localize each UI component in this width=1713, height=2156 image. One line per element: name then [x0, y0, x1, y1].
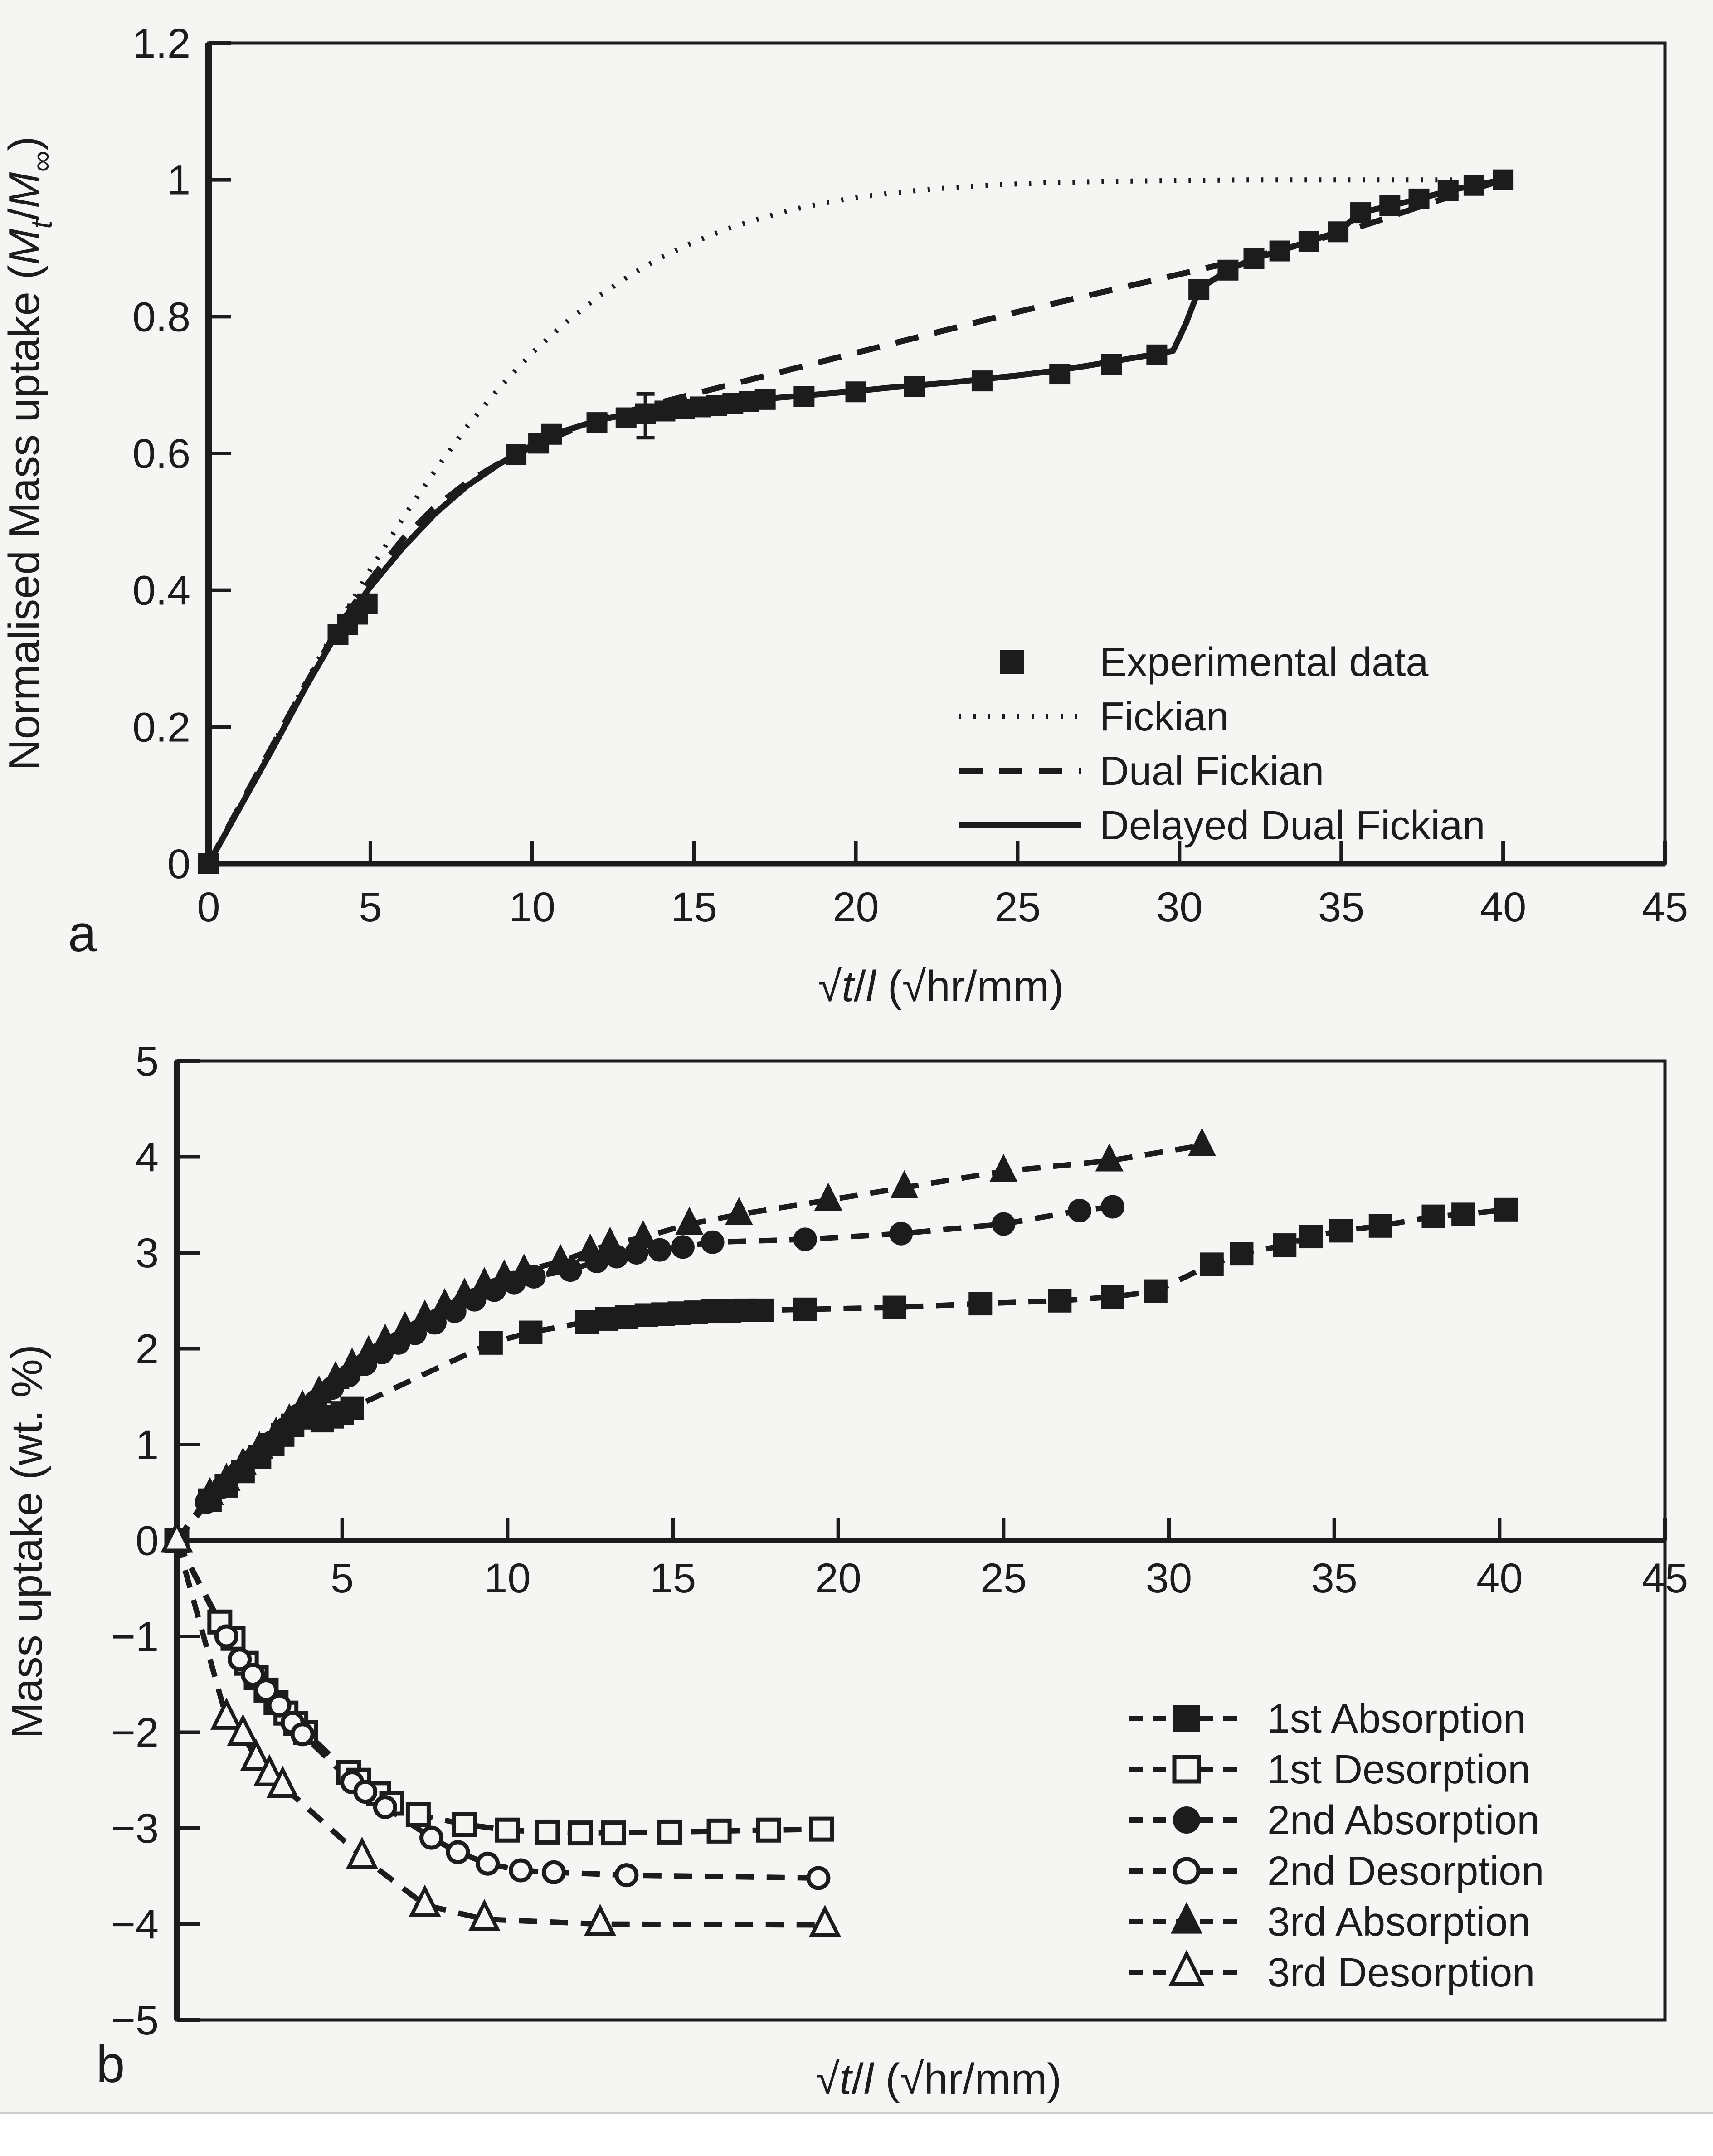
- marker-square-filled: [654, 400, 675, 421]
- marker-circle-open: [422, 1828, 442, 1848]
- marker-square-open: [537, 1821, 558, 1842]
- legend-label-a-3: Delayed Dual Fickian: [1100, 803, 1485, 848]
- x-tick-label-a: 30: [1156, 884, 1203, 930]
- x-tick-label-b: 35: [1311, 1555, 1358, 1601]
- marker-square-open: [603, 1823, 624, 1844]
- marker-square-filled: [1101, 354, 1122, 375]
- y-axis-label-b: [3, 1344, 51, 1739]
- marker-circle-filled: [889, 1222, 913, 1246]
- marker-square-open: [759, 1820, 779, 1840]
- x-tick-label-b: 10: [484, 1555, 531, 1601]
- legend-marker-b-2: [1173, 1806, 1200, 1834]
- marker-square-filled: [1049, 364, 1070, 384]
- x-tick-label-b: 30: [1145, 1555, 1192, 1601]
- legend-marker-a-0: [1000, 650, 1024, 674]
- legend-label-b-1: 1st Desorption: [1267, 1747, 1531, 1792]
- y-tick-label-b: 2: [135, 1326, 159, 1372]
- axis-label-segment: ∞: [24, 151, 58, 172]
- marker-circle-open: [544, 1862, 564, 1882]
- axis-label-segment: /: [852, 2055, 864, 2103]
- marker-square-filled: [1350, 202, 1371, 223]
- marker-square-open: [408, 1804, 428, 1825]
- y-tick-label-a: 0.4: [132, 567, 190, 614]
- y-tick-label-b: 3: [135, 1230, 159, 1276]
- x-axis-label-a: [818, 962, 1064, 1011]
- marker-square-open: [659, 1821, 680, 1842]
- marker-square-filled: [519, 1321, 542, 1344]
- x-tick-label-a: 40: [1479, 884, 1527, 930]
- y-tick-label-a: 0: [167, 841, 190, 887]
- legend-marker-b-1: [1174, 1757, 1199, 1781]
- axis-label-segment: M: [0, 229, 49, 265]
- panel-label-a: a: [68, 905, 97, 963]
- legend-label-a-2: Dual Fickian: [1100, 749, 1324, 794]
- marker-square-open: [497, 1820, 518, 1840]
- marker-square-filled: [1200, 1252, 1224, 1276]
- page-bottom-strip: [0, 2114, 1713, 2156]
- x-tick-label-a: 10: [509, 884, 555, 930]
- x-tick-label-a: 45: [1641, 884, 1689, 930]
- axis-label-segment: t: [842, 962, 854, 1011]
- x-axis-label-b: [816, 2055, 1062, 2103]
- marker-square-filled: [1421, 1205, 1445, 1228]
- axis-label-segment: l: [863, 2055, 874, 2103]
- marker-square-filled: [750, 1299, 774, 1322]
- legend-label-b-4: 3rd Absorption: [1267, 1899, 1531, 1945]
- marker-square-open: [1174, 1757, 1199, 1781]
- axis-label-segment: (√hr/mm): [873, 2055, 1062, 2103]
- axis-label-segment: l: [866, 962, 876, 1011]
- marker-square-filled: [1493, 170, 1513, 190]
- marker-circle-filled: [793, 1227, 817, 1251]
- x-tick-label-a: 25: [994, 884, 1041, 930]
- marker-square-filled: [357, 594, 378, 614]
- marker-square-filled: [587, 412, 608, 433]
- y-tick-label-b: −3: [111, 1806, 159, 1852]
- x-tick-label-a: 35: [1318, 884, 1365, 930]
- marker-square-filled: [1173, 1705, 1200, 1732]
- y-tick-label-a: 1: [167, 157, 190, 204]
- legend-label-a-0: Experimental data: [1100, 640, 1429, 685]
- marker-square-filled: [616, 408, 637, 428]
- marker-square-filled: [1464, 175, 1484, 196]
- marker-square-filled: [1188, 279, 1209, 300]
- marker-square-filled: [972, 370, 993, 391]
- panel-label-b: b: [96, 2036, 125, 2093]
- legend-marker-b-3: [1175, 1859, 1198, 1883]
- marker-circle-open: [292, 1724, 312, 1744]
- y-tick-label-b: −4: [111, 1901, 159, 1948]
- legend-label-a-1: Fickian: [1100, 694, 1229, 740]
- marker-circle-open: [478, 1854, 498, 1874]
- y-tick-label-b: 4: [135, 1134, 159, 1181]
- x-tick-label-b: 25: [980, 1555, 1027, 1601]
- marker-square-filled: [479, 1331, 503, 1355]
- marker-circle-filled: [671, 1235, 695, 1259]
- marker-square-filled: [1000, 650, 1024, 674]
- axis-label-segment: Normalised Mass uptake (: [0, 265, 49, 771]
- marker-square-filled: [883, 1296, 906, 1319]
- marker-square-filled: [1101, 1285, 1124, 1309]
- axis-label-segment: t: [839, 2055, 852, 2103]
- marker-square-filled: [1146, 345, 1167, 365]
- marker-circle-filled: [1173, 1806, 1200, 1834]
- y-tick-label-b: 5: [135, 1038, 159, 1085]
- y-tick-label-b: −5: [111, 1997, 159, 2044]
- legend-label-b-2: 2nd Absorption: [1267, 1798, 1540, 1843]
- marker-square-filled: [968, 1292, 992, 1315]
- marker-circle-open: [269, 1695, 289, 1715]
- marker-square-filled: [1379, 195, 1400, 216]
- x-tick-label-a: 0: [197, 884, 220, 930]
- axis-label-segment: M: [0, 172, 49, 209]
- marker-circle-open: [216, 1626, 236, 1646]
- marker-square-filled: [341, 1397, 364, 1420]
- marker-circle-open: [355, 1782, 375, 1802]
- marker-square-open: [709, 1820, 730, 1841]
- marker-circle-open: [511, 1860, 531, 1880]
- marker-square-filled: [846, 381, 866, 402]
- axis-label-segment: ): [0, 136, 49, 151]
- axis-label-segment: (√hr/mm): [876, 962, 1064, 1011]
- marker-square-filled: [1244, 248, 1265, 269]
- marker-circle-open: [375, 1797, 395, 1817]
- marker-square-filled: [198, 853, 219, 874]
- axis-label-segment: /: [0, 208, 49, 221]
- marker-square-filled: [1230, 1242, 1253, 1265]
- marker-square-filled: [1299, 1225, 1323, 1248]
- marker-circle-filled: [1068, 1199, 1091, 1222]
- legend-label-b-3: 2nd Desorption: [1267, 1849, 1544, 1894]
- x-tick-label-b: 45: [1641, 1555, 1689, 1601]
- axis-label-segment: Mass uptake (wt. %): [3, 1344, 51, 1739]
- x-tick-label-b: 40: [1476, 1555, 1523, 1601]
- marker-square-filled: [1409, 189, 1430, 209]
- x-tick-label-b: 20: [815, 1555, 861, 1601]
- x-tick-label-a: 5: [359, 884, 382, 930]
- y-tick-label-a: 0.8: [132, 294, 190, 341]
- legend-marker-b-0: [1173, 1705, 1200, 1732]
- x-tick-label-a: 15: [671, 884, 717, 930]
- marker-square-filled: [1369, 1214, 1392, 1238]
- marker-circle-open: [448, 1842, 468, 1862]
- marker-square-filled: [1048, 1289, 1071, 1313]
- y-tick-label-b: 1: [135, 1422, 159, 1468]
- marker-square-filled: [1329, 1219, 1353, 1242]
- marker-square-filled: [1438, 180, 1459, 201]
- marker-square-filled: [904, 376, 925, 397]
- y-tick-label-a: 0.6: [132, 431, 190, 477]
- x-tick-label-a: 20: [832, 884, 879, 930]
- marker-square-filled: [635, 404, 656, 424]
- marker-square-open: [454, 1814, 475, 1835]
- marker-circle-open: [617, 1865, 637, 1885]
- marker-square-filled: [755, 389, 776, 410]
- x-tick-label-b: 15: [649, 1555, 696, 1601]
- marker-square-filled: [1270, 241, 1290, 262]
- marker-circle-open: [1175, 1859, 1198, 1883]
- legend-label-b-0: 1st Absorption: [1267, 1696, 1526, 1742]
- marker-square-open: [811, 1819, 832, 1840]
- axis-label-segment: √: [815, 2055, 840, 2103]
- marker-square-filled: [793, 1298, 817, 1321]
- axis-label-segment: /: [854, 962, 866, 1011]
- marker-square-open: [570, 1823, 591, 1844]
- legend-label-b-5: 3rd Desorption: [1267, 1950, 1535, 1995]
- marker-square-filled: [793, 386, 814, 407]
- marker-square-filled: [541, 424, 562, 445]
- marker-circle-filled: [1101, 1195, 1124, 1218]
- marker-square-filled: [1217, 260, 1238, 281]
- marker-square-filled: [1273, 1233, 1296, 1257]
- marker-square-filled: [1451, 1202, 1475, 1226]
- marker-square-filled: [506, 444, 526, 465]
- marker-square-filled: [1144, 1280, 1168, 1303]
- y-tick-label-b: −1: [111, 1614, 159, 1660]
- marker-circle-filled: [992, 1212, 1015, 1236]
- y-tick-label-b: −2: [111, 1709, 159, 1756]
- y-tick-label-a: 1.2: [132, 20, 190, 67]
- marker-circle-filled: [701, 1231, 725, 1254]
- marker-square-filled: [1494, 1198, 1518, 1222]
- y-tick-label-b: 0: [135, 1518, 159, 1564]
- axis-label-segment: t: [24, 220, 58, 229]
- x-tick-label-b: 5: [331, 1555, 354, 1601]
- marker-square-filled: [1299, 231, 1319, 252]
- marker-square-filled: [1328, 221, 1348, 242]
- y-tick-label-a: 0.2: [132, 704, 190, 751]
- marker-circle-open: [808, 1868, 828, 1888]
- axis-label-segment: √: [818, 962, 842, 1011]
